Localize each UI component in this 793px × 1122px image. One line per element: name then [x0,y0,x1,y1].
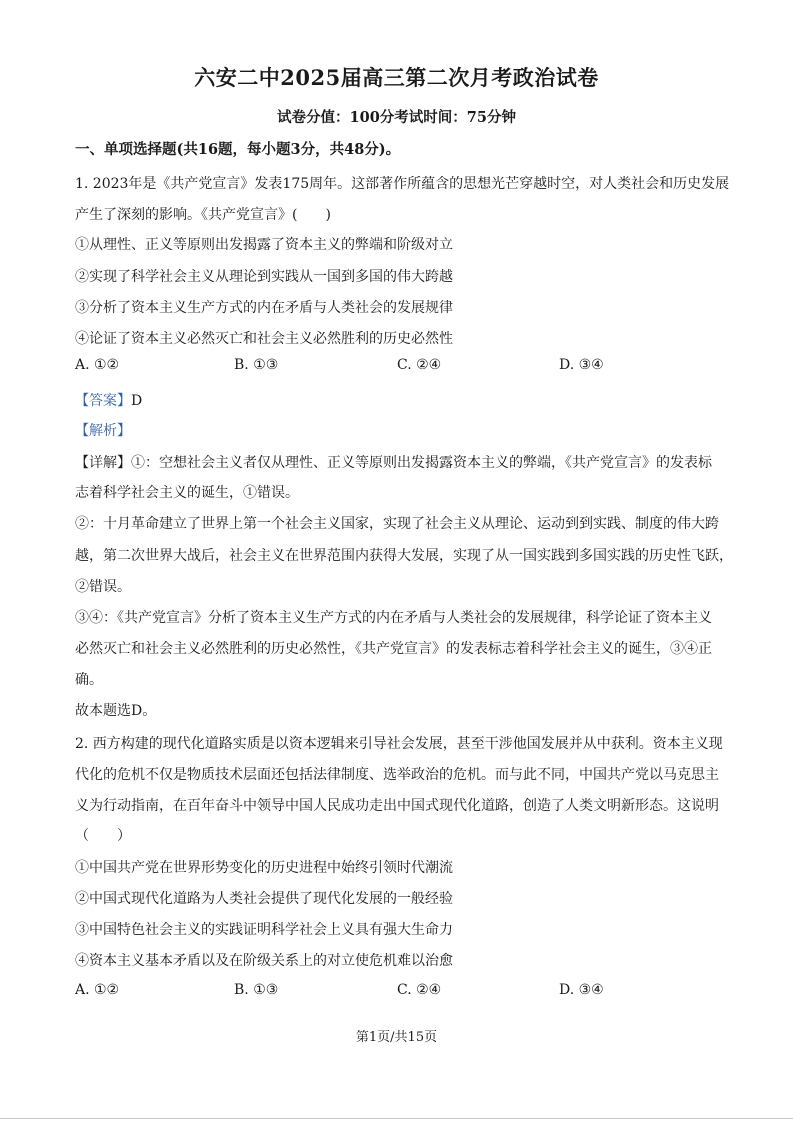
q1-option-c: C. ②④ [397,357,442,373]
q1-stem-line-1: 1. 2023年是《共产党宣言》发表175周年。这部著作所蕴含的思想光芒穿越时空，对人类社会和历史发展 [75,176,730,192]
answer-tag: 【答案】 [75,393,131,409]
q1-statement-3: ③分析了资本主义生产方式的内在矛盾与人类社会的发展规律 [75,300,453,316]
exam-title: 六安二中2025届高三第二次月考政治试卷 [194,65,599,90]
q2-option-b: B. ①③ [234,982,279,998]
q1-detail-line-1: 【详解】①：空想社会主义者仅从理性、正义等原则出发揭露资本主义的弊端，《共产党宣言》的发表标 [75,455,712,471]
bottom-divider [0,1118,793,1119]
q1-detail-line-2: 志着科学社会主义的诞生，①错误。 [75,485,299,501]
q1-answer [75,390,142,410]
q1-detail-line-7: 必然灭亡和社会主义必然胜利的历史必然性，《共产党宣言》的发表标志着科学社会主义的诞生，③④正 [75,641,712,657]
q2-option-c: C. ②④ [397,982,442,998]
q2-option-a: A. ①② [75,982,120,998]
answer-value: D [131,393,143,409]
q2-statement-3: ③中国特色社会主义的实践证明科学社会上义具有强大生命力 [75,922,453,938]
exam-subtitle: 试卷分值：100分考试时间：75分钟 [277,109,516,126]
q2-statement-1: ①中国共产党在世界形势变化的历史进程中始终引领时代潮流 [75,860,453,876]
q1-statement-2: ②实现了科学社会主义从理论到实践从一国到多国的伟大跨越 [75,269,453,285]
q1-detail-line-8: 确。 [75,672,103,688]
q1-option-b: B. ①③ [234,357,279,373]
q2-stem-line-2: 代化的危机不仅是物质技术层面还包括法律制度、选举政治的危机。而与此不同，中国共产党以马克思主 [75,767,719,783]
q2-stem-line-1: 2. 西方构建的现代化道路实质是以资本逻辑来引导社会发展，甚至干涉他国发展并从中获利。资本主义现 [75,736,723,752]
section-heading: 一、单项选择题(共16题，每小题3分，共48分)。 [75,141,401,158]
q1-statement-4: ④论证了资本主义必然灭亡和社会主义必然胜利的历史必然性 [75,331,453,347]
q1-detail-line-3: ②：十月革命建立了世界上第一个社会主义国家，实现了社会主义从理论、运动到到实践、制度的伟大跨 [75,516,719,532]
page-number: 第1页/共15页 [355,1030,438,1045]
q1-option-a: A. ①② [75,357,120,373]
q1-option-d: D. ③④ [559,357,604,373]
q1-detail-line-6: ③④：《共产党宣言》分析了资本主义生产方式的内在矛盾与人类社会的发展规律，科学论证了资本主义 [75,610,712,626]
q1-detail-line-5: ②错误。 [75,579,131,595]
q2-stem-line-4: （ ） [75,828,131,844]
q2-stem-line-3: 义为行动指南，在百年奋斗中领导中国人民成功走出中国式现代化道路，创造了人类文明新形态。这说明 [75,798,719,814]
q2-statement-2: ②中国式现代化道路为人类社会提供了现代化发展的一般经验 [75,891,453,907]
q1-stem-line-2: 产生了深刻的影响。《共产党宣言》( ) [75,207,331,223]
q2-option-d: D. ③④ [559,982,604,998]
q2-statement-4: ④资本主义基本矛盾以及在阶级关系上的对立使危机难以治愈 [75,953,453,969]
q1-detail-line-9: 故本题选D。 [75,703,157,719]
q1-analysis-tag: 【解析】 [75,423,131,439]
q1-detail-line-4: 越，第二次世界大战后，社会主义在世界范围内获得大发展，实现了从一国实践到多国实践的历史性飞跃， [75,548,733,564]
q1-statement-1: ①从理性、正义等原则出发揭露了资本主义的弊端和阶级对立 [75,237,453,253]
